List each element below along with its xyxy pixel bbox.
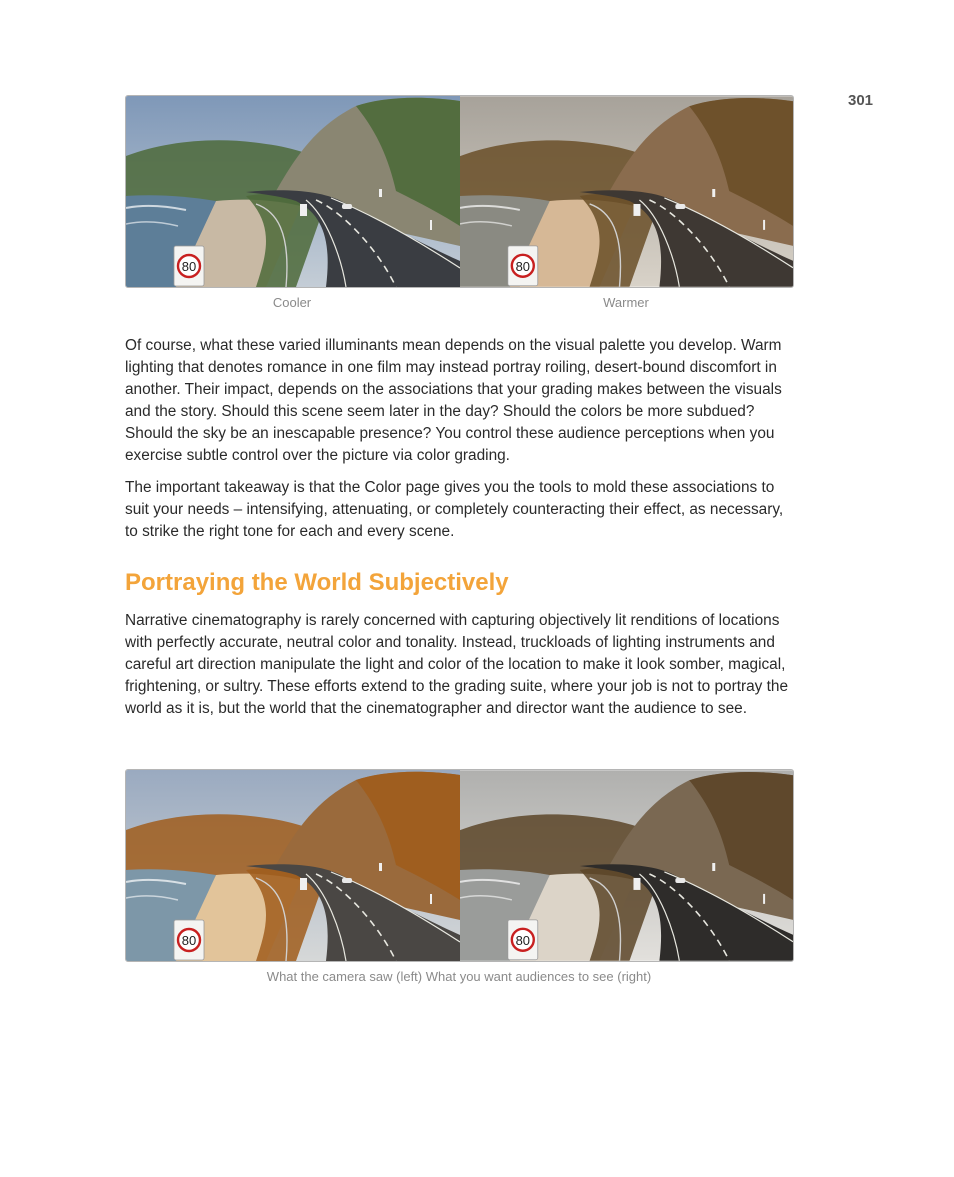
comparison-caption: What the camera saw (left) What you want audiences to see (right): [266, 969, 652, 984]
graded-coastal-road-photo: [460, 770, 793, 961]
svg-text:80: 80: [181, 933, 197, 948]
warmer-caption: Warmer: [603, 295, 649, 310]
svg-text:80: 80: [181, 259, 197, 274]
cooler-warmer-comparison-image: [125, 95, 794, 288]
warmer-coastal-road-photo: [460, 96, 793, 287]
camera-original-coastal-road-photo: [126, 770, 460, 961]
camera-vs-graded-comparison-image: [125, 769, 794, 962]
cooler-caption: Cooler: [272, 295, 312, 310]
cooler-coastal-road-photo: [126, 96, 460, 287]
section-heading: Portraying the World Subjectively: [125, 569, 509, 596]
svg-text:80: 80: [515, 932, 531, 948]
body-paragraph-2: The important takeaway is that the Color page gives you the tools to mold these associations to suit your needs – intensifying, attenuating, or completely counteracting their effect, as necessary, to strike the right tone for each and every scene.: [125, 479, 784, 540]
body-paragraph-3: Narrative cinematography is rarely concerned with capturing objectively lit renditions of locations with perfectly accurate, neutral color and tonality. Instead, truckloads of lighting instruments and careful art direction manipulate the light and color of the location to make it look somber, magical, frightening, or sultry. These efforts extend to the grading suite, where your job is not to portray the world as it is, but the world that the cinematographer and director want the audience to see.: [125, 612, 789, 717]
svg-text:80: 80: [515, 258, 531, 274]
body-paragraph-1: Of course, what these varied illuminants mean depends on the visual palette you develop. Warm lighting that denotes romance in one film may instead portray roiling, desert-bound discomfort in another. Their impact, depends on the associations that your grading makes between the visuals and the story. Should this scene seem later in the day? Should the colors be more subdued? Should the sky be an inescapable presence? You control these audience perceptions when you exercise subtle control over the picture via color grading.: [125, 337, 782, 464]
page-number: 301: [848, 92, 874, 109]
